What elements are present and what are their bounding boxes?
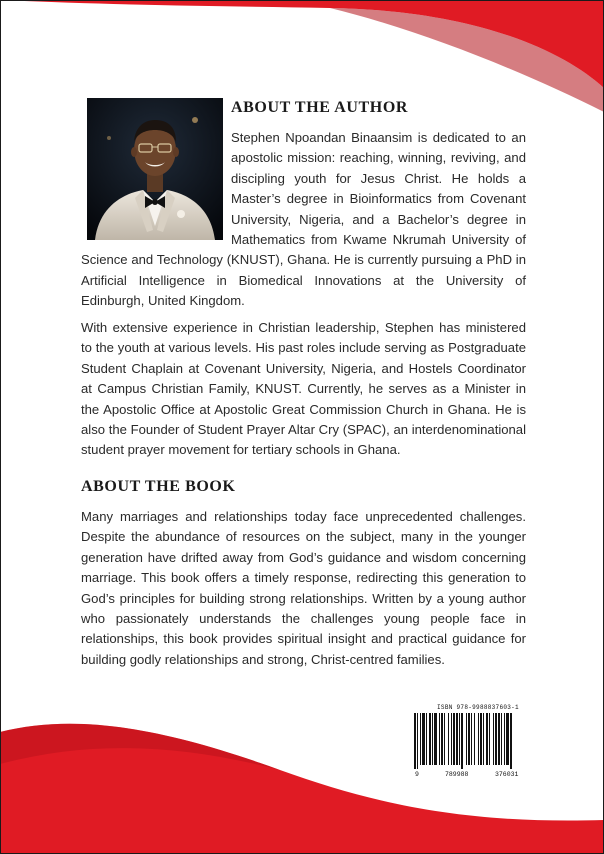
barcode-bars bbox=[410, 713, 546, 769]
barcode-bar bbox=[434, 713, 437, 765]
barcode-bar bbox=[414, 713, 416, 769]
barcode-bar bbox=[504, 713, 505, 765]
barcode-bar bbox=[459, 713, 460, 765]
barcode-bar bbox=[417, 713, 418, 769]
barcode-bar bbox=[483, 713, 484, 765]
barcode-right-digits: 376031 bbox=[495, 771, 519, 778]
barcode-bar bbox=[441, 713, 443, 765]
author-bio-paragraph bbox=[81, 128, 526, 312]
book-description-paragraph: Many marriages and relationships today face unprecedented challenges. Despite the abundance of resources on the subject, many in the younger generation have drifted away from God’s guidance and wisdom concerning marriage. This book offers a timely response, redirecting this generation to God’s principles for building strong relationships. Written by a young author who passionately understands the challenges young people face in relationships, this book provides spiritual insight and practical guidance for building godly relationships and strong, Christ-centred families. bbox=[81, 509, 526, 667]
barcode-bar bbox=[474, 713, 475, 765]
isbn-barcode bbox=[407, 702, 549, 782]
barcode-bar bbox=[453, 713, 455, 765]
isbn-label: ISBN 978-9988837603-1 bbox=[437, 704, 519, 711]
barcode-bar bbox=[444, 713, 445, 765]
about-book-heading: ABOUT THE BOOK bbox=[81, 478, 236, 495]
barcode-bar bbox=[486, 713, 488, 765]
barcode-bar bbox=[461, 713, 463, 769]
barcode-bar bbox=[439, 713, 440, 765]
about-author-heading: ABOUT THE AUTHOR bbox=[231, 99, 409, 116]
barcode-bar bbox=[420, 713, 421, 765]
barcode-bar bbox=[432, 713, 433, 765]
barcode-bar bbox=[466, 713, 467, 765]
barcode-bar bbox=[426, 713, 427, 765]
barcode-prefix-digit: 9 bbox=[415, 771, 419, 778]
barcode-left-digits: 789988 bbox=[445, 771, 469, 778]
barcode-bar bbox=[510, 713, 512, 769]
barcode-bar bbox=[495, 713, 497, 765]
barcode-bar bbox=[478, 713, 479, 765]
barcode-bar bbox=[429, 713, 431, 765]
barcode-bar bbox=[493, 713, 494, 765]
barcode-bar bbox=[471, 713, 472, 765]
barcode-bar bbox=[451, 713, 452, 765]
photo-text-wrap-spacer bbox=[81, 128, 231, 250]
barcode-bar bbox=[506, 713, 509, 765]
barcode-bar bbox=[489, 713, 490, 765]
barcode-bar bbox=[480, 713, 482, 765]
barcode-bar bbox=[501, 713, 502, 765]
barcode-bar bbox=[468, 713, 470, 765]
author-experience-paragraph: With extensive experience in Christian leadership, Stephen has ministered to the youth at various levels. His past roles include serving as Postgraduate Student Chaplain at Covenant University, Nigeria, and Hostels Coordinator at Campus Christian Family, KNUST. Currently, he serves as a Minister in the Apostolic Office at Apostolic Great Commission Church in Ghana. He is also the Founder of Student Prayer Altar Cry (SPAC), an interdenominational student prayer movement for tertiary schools in Ghana. bbox=[81, 320, 526, 458]
author-bio-text: Stephen Npoandan Binaansim is dedicated to an apostolic mission: reaching, winning, reviving, and discipling youth for Jesus Christ. He holds a Master’s degree in Bioinformatics from Covenant University, Nigeria, and a Bachelor’s degree in Mathematics from Kwame Nkrumah University of Science and Technology (KNUST), Ghana. He is currently pursuing a PhD in Artificial Intelligence in Biomedical Innovations at the University of Edinburgh, United Kingdom. bbox=[81, 130, 526, 309]
barcode-bar bbox=[456, 713, 458, 765]
barcode-bar bbox=[498, 713, 500, 765]
barcode-bar bbox=[448, 713, 449, 765]
barcode-bar bbox=[422, 713, 425, 765]
